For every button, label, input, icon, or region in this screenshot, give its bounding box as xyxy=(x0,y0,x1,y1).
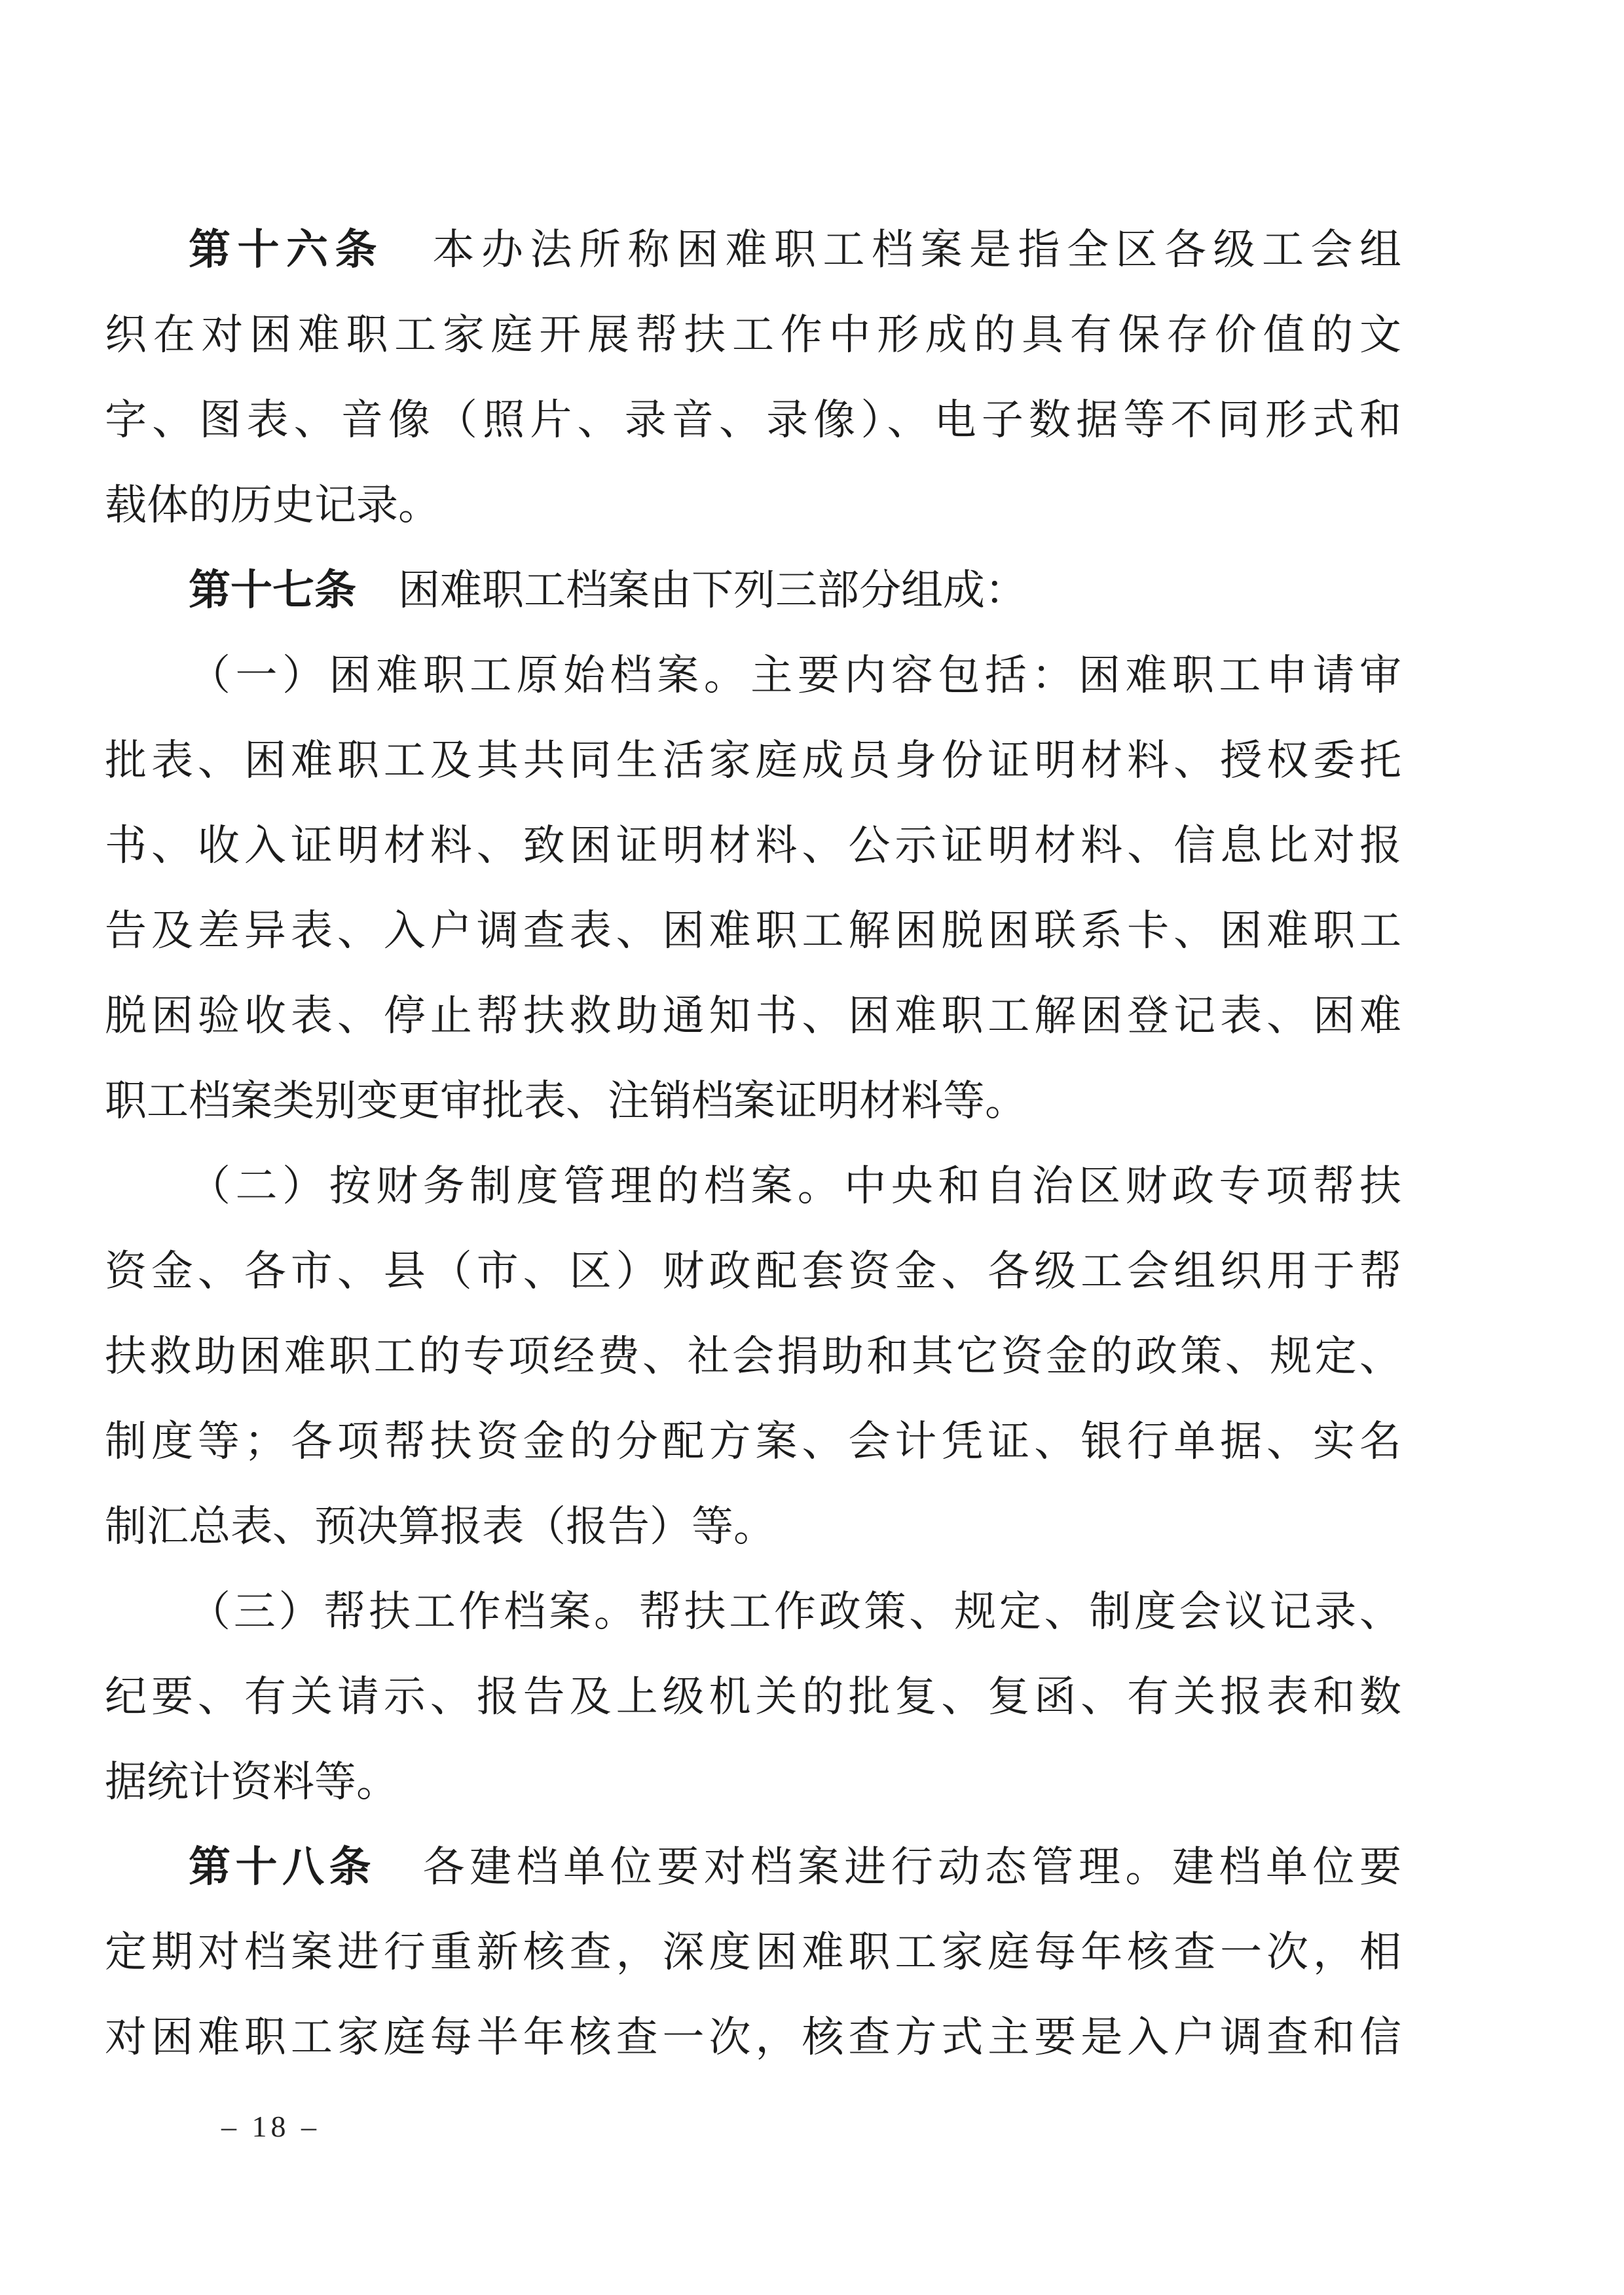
text-line-content: （二）按财务制度管理的档案。中央和自治区财政专项帮扶 xyxy=(189,1163,1401,1209)
text-line xyxy=(105,974,1401,1059)
text-line-content: 扶救助困难职工的专项经费、社会捐助和其它资金的政策、规定、 xyxy=(105,1333,1401,1380)
text-line-content: 资金、各市、县（市、区）财政配套资金、各级工会组织用于帮 xyxy=(105,1248,1401,1294)
text-line-content: 制度等；各项帮扶资金的分配方案、会计凭证、银行单据、实名 xyxy=(105,1418,1401,1465)
text-line xyxy=(105,1314,1401,1399)
text-line-content: 制汇总表、预决算报表（报告）等。 xyxy=(105,1503,775,1550)
text-line-item-2 xyxy=(105,1144,1401,1229)
text-line-content: 告及差异表、入户调查表、困难职工解困脱困联系卡、困难职工 xyxy=(105,908,1401,954)
text-line xyxy=(105,1995,1401,2080)
text-line-content: 批表、困难职工及其共同生活家庭成员身份证明材料、授权委托 xyxy=(105,737,1401,784)
text-line xyxy=(105,293,1401,378)
article-17-number: 第十七条 xyxy=(189,567,356,614)
text-line-item-3 xyxy=(105,1570,1401,1655)
text-line xyxy=(105,1059,1401,1144)
text-line-content: （一）困难职工原始档案。主要内容包括：困难职工申请审 xyxy=(189,652,1401,699)
text-line xyxy=(105,1910,1401,1995)
text-line xyxy=(105,1484,1401,1570)
text-line-content: 据统计资料等。 xyxy=(105,1759,398,1805)
text-line xyxy=(105,463,1401,548)
text-line-content: 职工档案类别变更审批表、注销档案证明材料等。 xyxy=(105,1078,1027,1124)
text-line-content: 字、图表、音像（照片、录音、录像）、电子数据等不同形式和 xyxy=(105,397,1401,443)
text-line-content: 书、收入证明材料、致困证明材料、公示证明材料、信息比对报 xyxy=(105,822,1401,869)
article-16-number: 第十六条 xyxy=(189,227,384,273)
body-text xyxy=(105,208,1401,2080)
text-line-content: 脱困验收表、停止帮扶救助通知书、困难职工解困登记表、困难 xyxy=(105,993,1401,1039)
text-line xyxy=(105,1229,1401,1314)
text-line xyxy=(105,803,1401,889)
text-line-content: 对困难职工家庭每半年核查一次，核查方式主要是入户调查和信 xyxy=(105,2014,1401,2061)
page-number: – 18 – xyxy=(221,2110,320,2143)
text-line-article-16 xyxy=(105,208,1401,293)
text-line-content: 载体的历史记录。 xyxy=(105,482,440,528)
text-line-item-1 xyxy=(105,633,1401,718)
text-line-content: 困难职工档案由下列三部分组成： xyxy=(356,567,1027,614)
text-line xyxy=(105,378,1401,463)
text-line xyxy=(105,1740,1401,1825)
text-line xyxy=(105,889,1401,974)
text-line xyxy=(105,1399,1401,1484)
text-line-content: 织在对困难职工家庭开展帮扶工作中形成的具有保存价值的文 xyxy=(105,312,1401,358)
text-line-content: 本办法所称困难职工档案是指全区各级工会组 xyxy=(384,227,1401,273)
text-line-article-18 xyxy=(105,1825,1401,1910)
text-line-content: 各建档单位要对档案进行动态管理。建档单位要 xyxy=(376,1844,1401,1890)
text-line xyxy=(105,1655,1401,1740)
text-line xyxy=(105,718,1401,803)
text-line-content: 纪要、有关请示、报告及上级机关的批复、复函、有关报表和数 xyxy=(105,1674,1401,1720)
text-line-content: （三）帮扶工作档案。帮扶工作政策、规定、制度会议记录、 xyxy=(189,1588,1401,1635)
text-line-article-17 xyxy=(105,548,1401,633)
article-18-number: 第十八条 xyxy=(189,1844,377,1890)
text-line-content: 定期对档案进行重新核查，深度困难职工家庭每年核查一次，相 xyxy=(105,1929,1401,1975)
